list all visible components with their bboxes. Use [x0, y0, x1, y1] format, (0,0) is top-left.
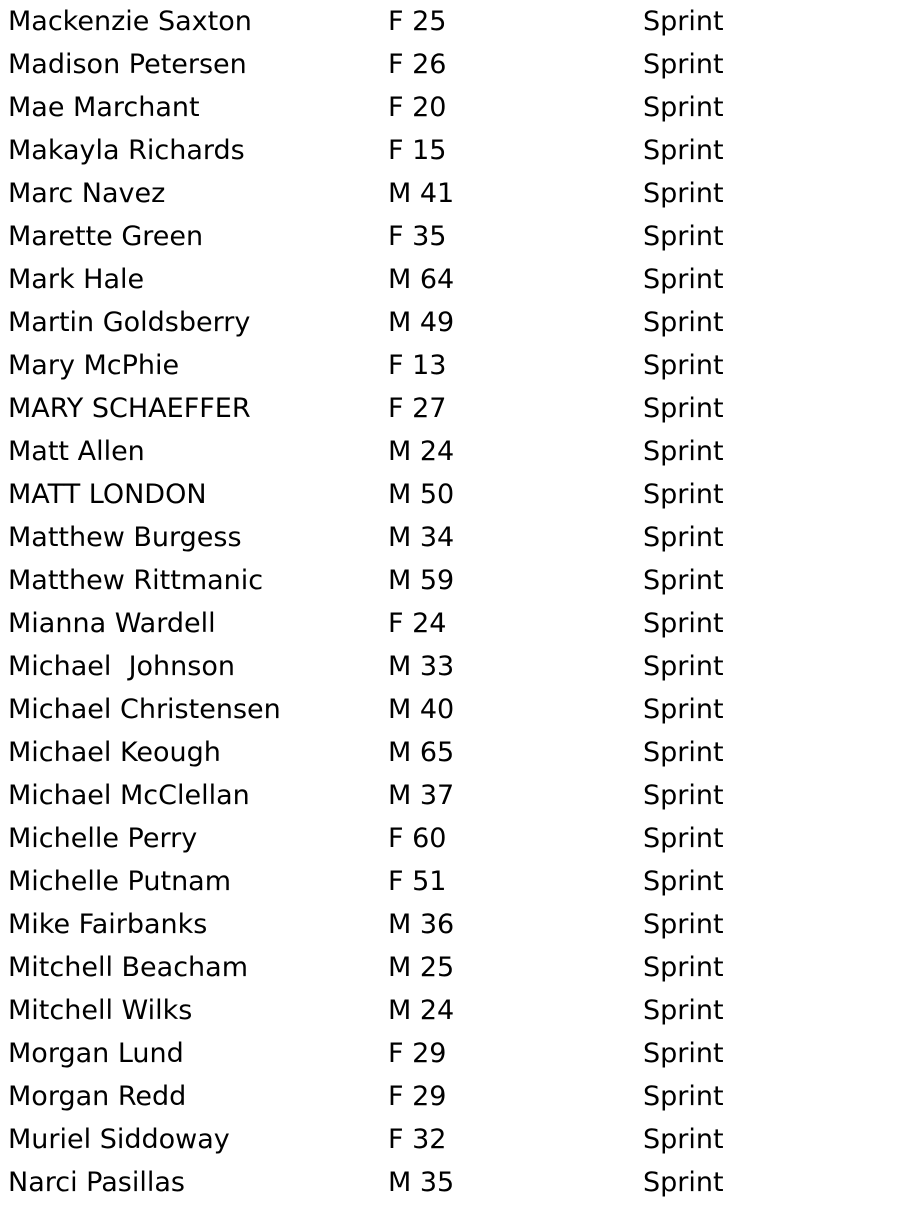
list-item: [0, 473, 900, 516]
participant-race: Sprint: [643, 350, 724, 381]
participant-race: Sprint: [643, 393, 724, 424]
participant-name: Michelle Perry: [8, 823, 198, 854]
participant-name: Mianna Wardell: [8, 608, 216, 639]
participant-name: MARY SCHAEFFER: [8, 393, 251, 424]
participant-name: Mike Fairbanks: [8, 909, 208, 940]
participant-name: Matthew Burgess: [8, 522, 242, 553]
list-item: [0, 1075, 900, 1118]
participant-sex-age: F 26: [388, 49, 447, 80]
list-item: [0, 129, 900, 172]
participant-sex-age: F 35: [388, 221, 447, 252]
list-item: [0, 774, 900, 817]
participant-sex-age: F 27: [388, 393, 447, 424]
participant-sex-age: M 40: [388, 694, 455, 725]
participant-race: Sprint: [643, 264, 724, 295]
list-item: [0, 301, 900, 344]
list-item: [0, 860, 900, 903]
participant-race: Sprint: [643, 6, 724, 37]
participant-name: MATT LONDON: [8, 479, 207, 510]
list-item: [0, 43, 900, 86]
participant-name: Mary McPhie: [8, 350, 180, 381]
participant-name: Mae Marchant: [8, 92, 200, 123]
participant-sex-age: F 29: [388, 1081, 447, 1112]
participant-race: Sprint: [643, 1081, 724, 1112]
participant-name: Michelle Putnam: [8, 866, 232, 897]
list-item: [0, 559, 900, 602]
participant-sex-age: F 20: [388, 92, 447, 123]
participant-race: Sprint: [643, 1038, 724, 1069]
list-item: [0, 1032, 900, 1075]
participant-name: Mitchell Beacham: [8, 952, 249, 983]
participant-race: Sprint: [643, 436, 724, 467]
list-item: [0, 903, 900, 946]
participant-sex-age: M 25: [388, 952, 455, 983]
list-item: [0, 430, 900, 473]
list-item: [0, 946, 900, 989]
participant-sex-age: M 33: [388, 651, 455, 682]
list-item: [0, 688, 900, 731]
list-item: [0, 516, 900, 559]
list-item: [0, 0, 900, 43]
participant-race: Sprint: [643, 823, 724, 854]
participant-name: Muriel Siddoway: [8, 1124, 230, 1155]
participant-name: Mark Hale: [8, 264, 145, 295]
participant-race: Sprint: [643, 952, 724, 983]
participant-sex-age: F 25: [388, 6, 447, 37]
list-item: [0, 258, 900, 301]
participant-name: Marc Navez: [8, 178, 166, 209]
participant-sex-age: F 51: [388, 866, 447, 897]
participant-race: Sprint: [643, 307, 724, 338]
participant-race: Sprint: [643, 1124, 724, 1155]
participant-name: Mitchell Wilks: [8, 995, 193, 1026]
participant-name: Matt Allen: [8, 436, 145, 467]
participant-sex-age: M 50: [388, 479, 455, 510]
participant-sex-age: M 65: [388, 737, 455, 768]
list-item: [0, 817, 900, 860]
participant-race: Sprint: [643, 780, 724, 811]
participant-race: Sprint: [643, 909, 724, 940]
participant-name: Mackenzie Saxton: [8, 6, 252, 37]
participant-name: Martin Goldsberry: [8, 307, 251, 338]
list-item: [0, 1118, 900, 1161]
participant-name: Michael Johnson: [8, 651, 235, 682]
participant-sex-age: M 49: [388, 307, 455, 338]
participant-race: Sprint: [643, 92, 724, 123]
participant-sex-age: F 29: [388, 1038, 447, 1069]
participant-sex-age: M 24: [388, 995, 455, 1026]
participant-sex-age: F 15: [388, 135, 447, 166]
participant-sex-age: M 34: [388, 522, 455, 553]
participant-race: Sprint: [643, 49, 724, 80]
list-item: [0, 344, 900, 387]
participant-sex-age: M 59: [388, 565, 455, 596]
participant-sex-age: F 60: [388, 823, 447, 854]
list-item: [0, 731, 900, 774]
participant-sex-age: M 41: [388, 178, 455, 209]
participant-name: Morgan Redd: [8, 1081, 187, 1112]
participant-sex-age: M 64: [388, 264, 455, 295]
participant-name: Makayla Richards: [8, 135, 245, 166]
list-item: [0, 1161, 900, 1204]
participant-race: Sprint: [643, 522, 724, 553]
participant-name: Morgan Lund: [8, 1038, 184, 1069]
list-item: [0, 172, 900, 215]
participant-race: Sprint: [643, 608, 724, 639]
participant-name: Narci Pasillas: [8, 1167, 185, 1198]
participant-race: Sprint: [643, 737, 724, 768]
participant-sex-age: M 36: [388, 909, 455, 940]
list-item: [0, 989, 900, 1032]
participant-race: Sprint: [643, 221, 724, 252]
participant-race: Sprint: [643, 995, 724, 1026]
participant-race: Sprint: [643, 178, 724, 209]
list-item: [0, 86, 900, 129]
list-item: [0, 215, 900, 258]
participant-sex-age: F 24: [388, 608, 447, 639]
participant-race: Sprint: [643, 651, 724, 682]
participant-sex-age: F 32: [388, 1124, 447, 1155]
participant-sex-age: M 37: [388, 780, 455, 811]
participant-sex-age: M 24: [388, 436, 455, 467]
participant-race: Sprint: [643, 1167, 724, 1198]
participant-race: Sprint: [643, 565, 724, 596]
list-item: [0, 602, 900, 645]
participant-name: Michael McClellan: [8, 780, 250, 811]
list-item: [0, 645, 900, 688]
participant-race: Sprint: [643, 694, 724, 725]
participant-name: Michael Christensen: [8, 694, 281, 725]
participant-sex-age: F 13: [388, 350, 447, 381]
participant-name: Madison Petersen: [8, 49, 247, 80]
participant-race: Sprint: [643, 866, 724, 897]
participant-sex-age: M 35: [388, 1167, 455, 1198]
participant-name: Matthew Rittmanic: [8, 565, 264, 596]
participant-race: Sprint: [643, 479, 724, 510]
participant-race: Sprint: [643, 135, 724, 166]
participant-name: Marette Green: [8, 221, 204, 252]
participant-name: Michael Keough: [8, 737, 221, 768]
list-item: [0, 387, 900, 430]
